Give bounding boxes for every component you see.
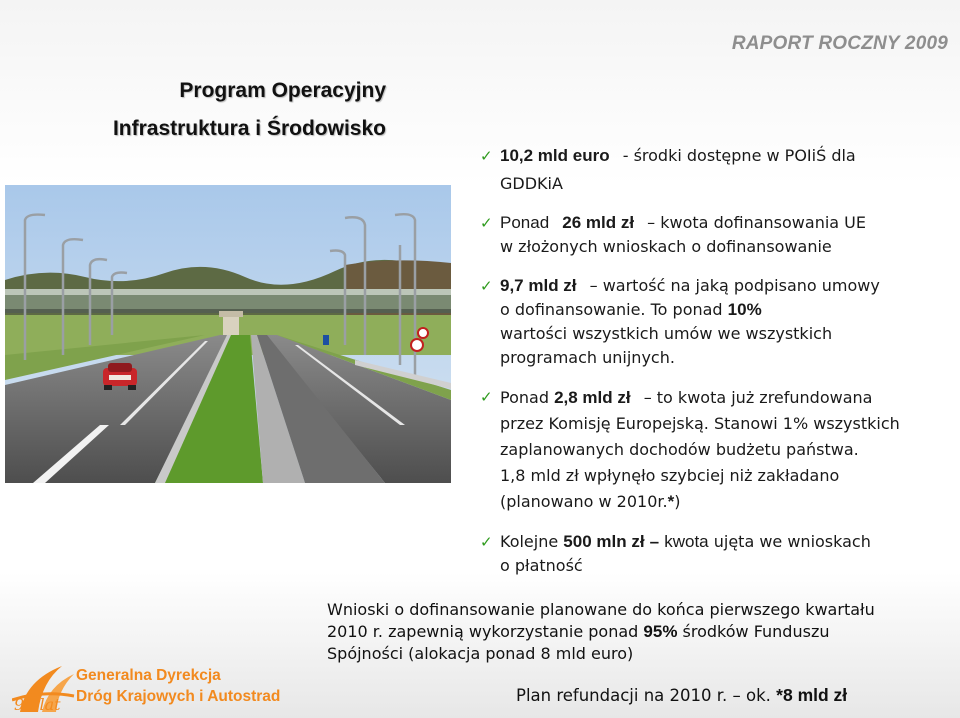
- bullet-1-line2: GDDKiA: [500, 174, 563, 193]
- check-icon: ✓: [480, 533, 493, 551]
- highway-photo: [5, 185, 451, 483]
- bullet-3-amount: 9,7 mld zł: [500, 276, 577, 295]
- bullet-5-amount: 500 mln zł: [563, 532, 645, 551]
- bullet-item-5: ✓ Kolejne 500 mln zł – kwota ujęta we wnioskach o płatność: [480, 532, 871, 575]
- program-title: [30, 72, 386, 148]
- bullet-2-amount: 26 mld zł: [562, 213, 635, 232]
- report-title: RAPORT ROCZNY 2009: [731, 33, 948, 54]
- bullet-4-amount: 2,8 mld zł: [554, 388, 631, 407]
- bullet-item-4: ✓ Ponad 2,8 mld zł – to kwota już zrefundowana przez Komisję Europejską. Stanowi 1% wszystkich zaplanowanych dochodów budżetu państwa. 1,8 mld zł wpłynęło szybciej niż zakładano (planowano w 2010r.*): [480, 385, 950, 515]
- bullet-1-text: - środki dostępne w POIiŚ dla: [622, 146, 856, 165]
- bullet-2-line2: w złożonych wnioskach o dofinansowanie: [500, 237, 832, 256]
- check-icon: ✓: [480, 214, 493, 232]
- applications-note: Wnioski o dofinansowanie planowane do końca pierwszego kwartału 2010 r. zapewnią wykorzystanie ponad 95% środków Funduszu Spójności (alokacja ponad 8 mld euro): [327, 600, 875, 663]
- bullet-item-3: ✓ 9,7 mld zł – wartość na jaką podpisano umowy o dofinansowanie. To ponad 10% wartości wszystkich umów we wszystkich programach unijnych.: [480, 276, 880, 367]
- logo-badge: 90 lat: [14, 695, 61, 714]
- program-title-line1: Program Operacyjny: [179, 79, 386, 102]
- check-icon: ✓: [480, 388, 493, 406]
- bullet-item-2: ✓ Ponad 26 mld zł – kwota dofinansowania UE w złożonych wnioskach o dofinansowanie: [480, 211, 950, 259]
- bullet-1-amount: 10,2 mld euro: [500, 146, 610, 165]
- check-icon: ✓: [480, 277, 493, 295]
- check-icon: ✓: [480, 147, 493, 165]
- logo-text: Generalna Dyrekcja Dróg Krajowych i Autostrad: [76, 667, 281, 705]
- bullet-item-1: [480, 144, 950, 196]
- bullet-list: [480, 144, 950, 593]
- refund-plan: Plan refundacji na 2010 r. – ok. *8 mld zł: [516, 685, 848, 705]
- program-title-line2: Infrastruktura i Środowisko: [112, 117, 386, 140]
